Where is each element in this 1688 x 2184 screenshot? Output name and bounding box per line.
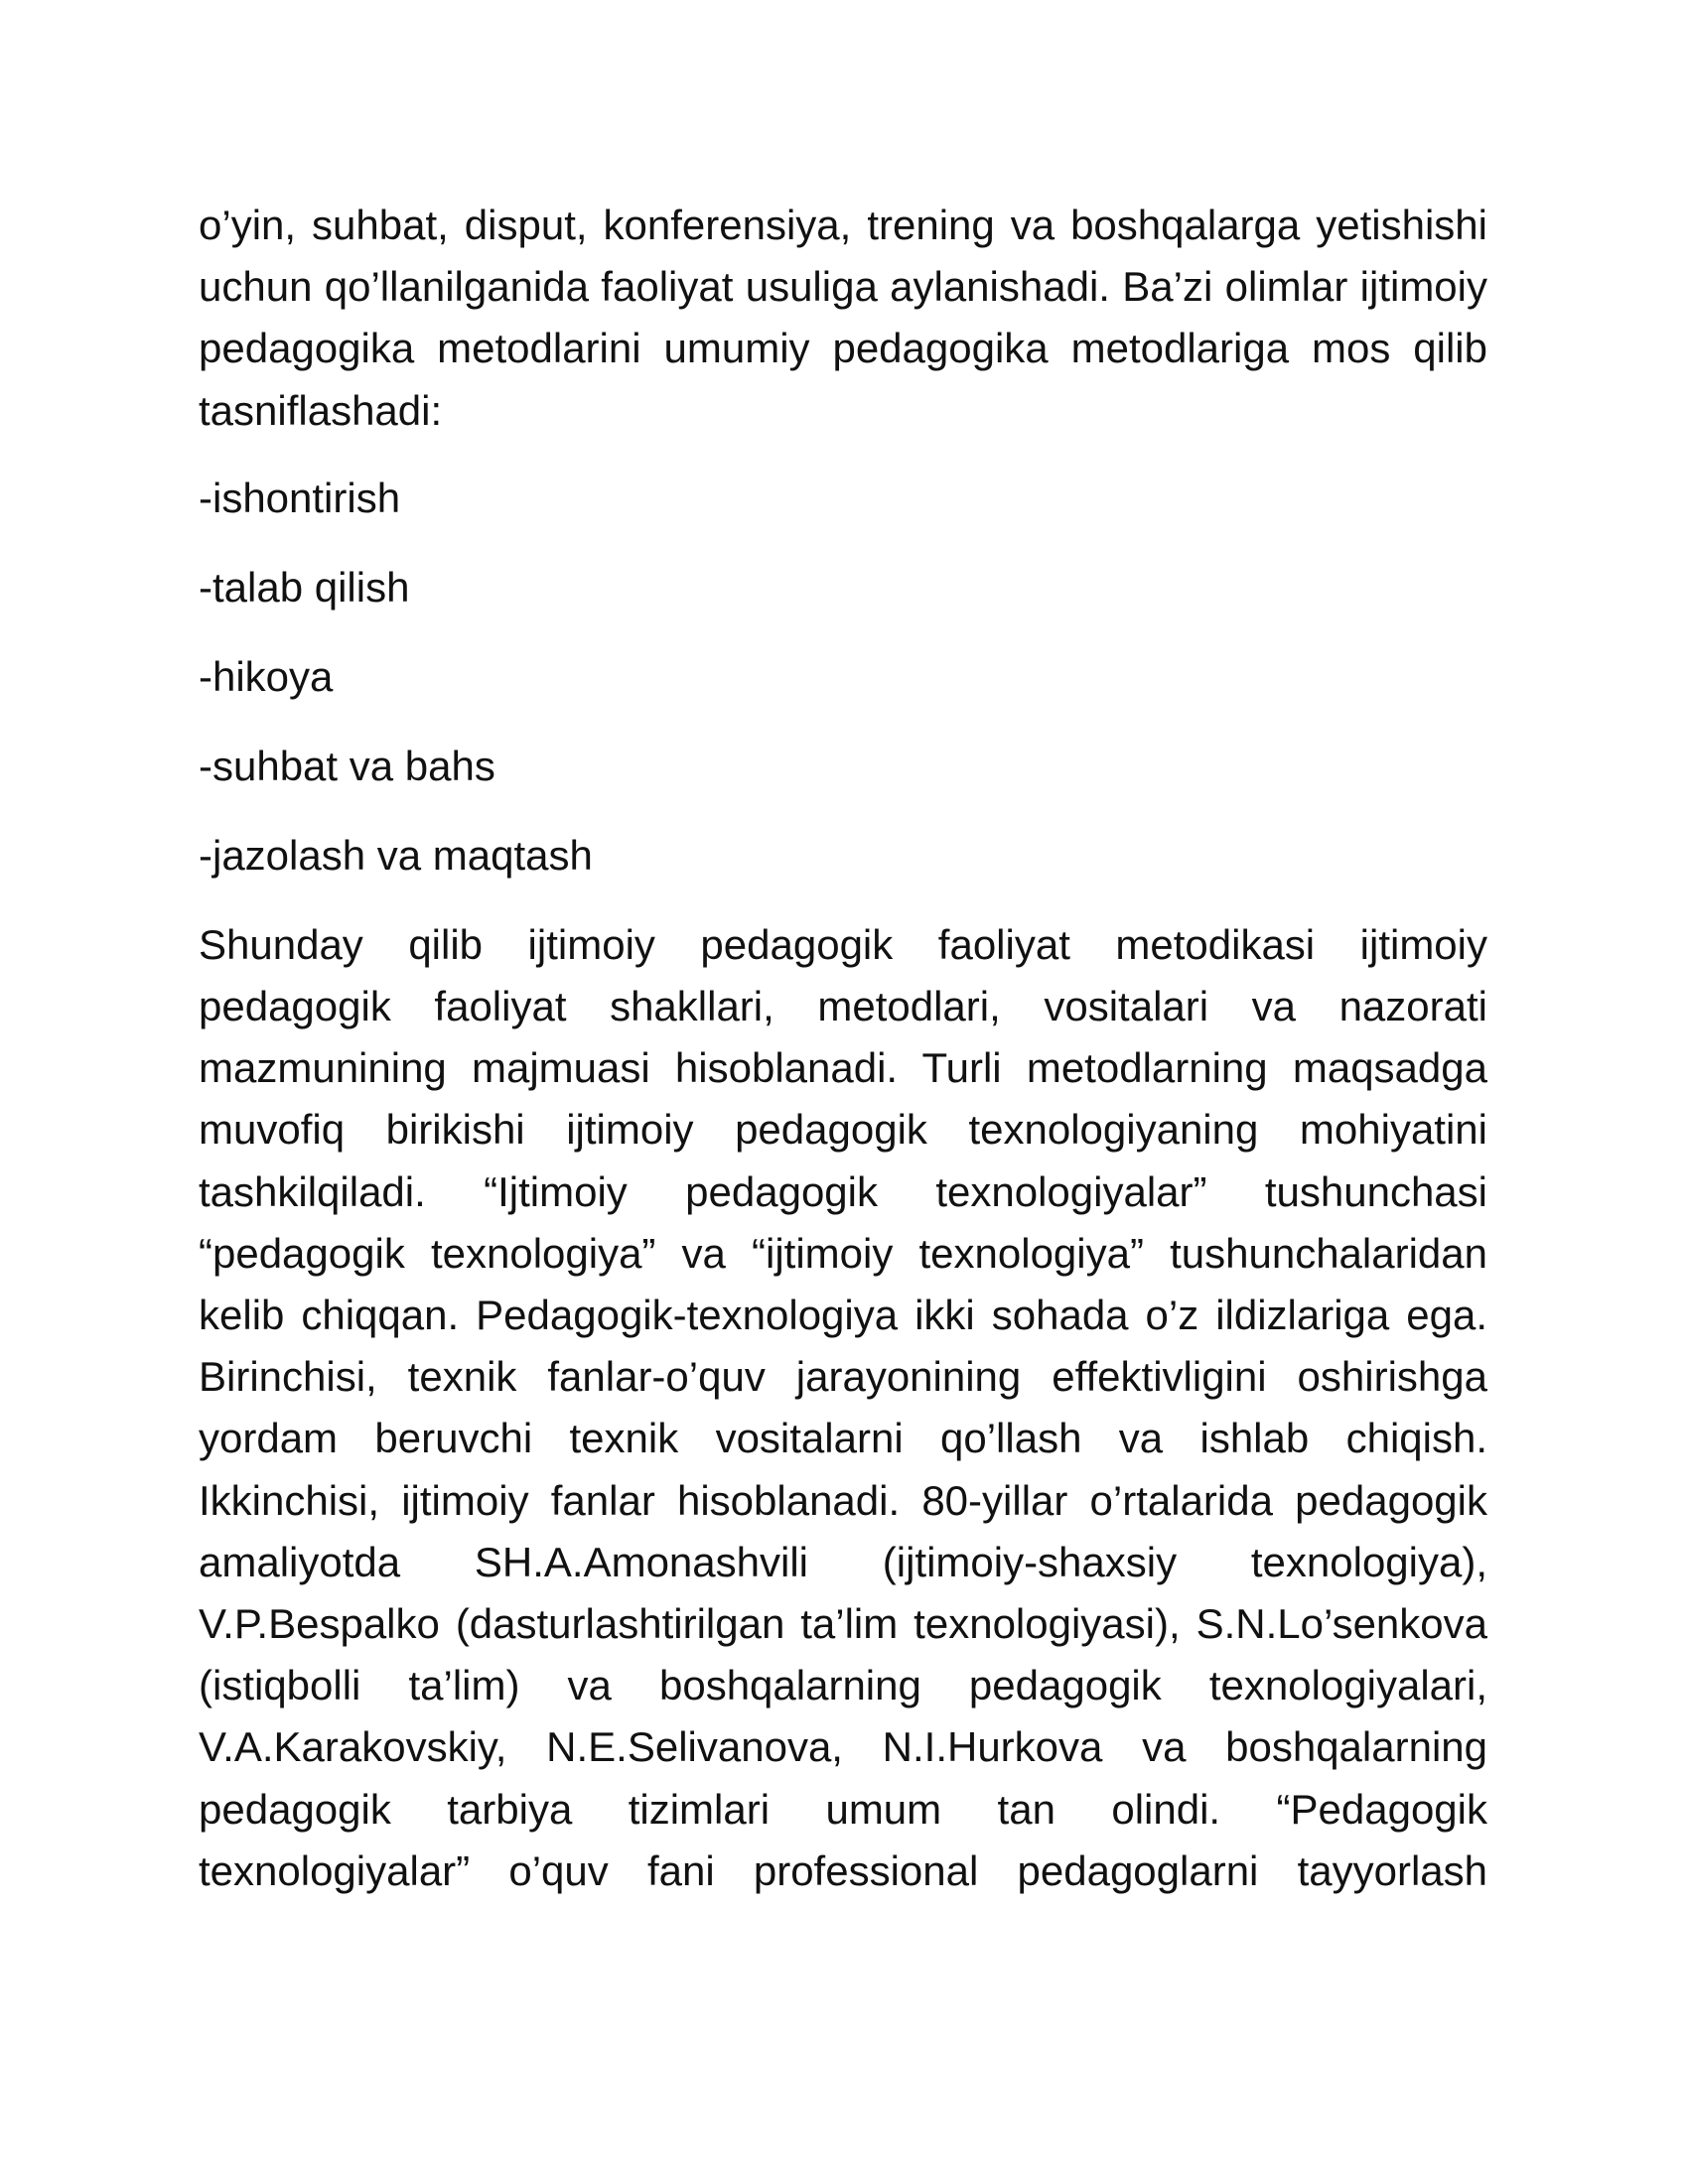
list-item: -suhbat va bahs [199, 742, 495, 789]
methods-list [199, 468, 1487, 887]
list-item: -talab qilish [199, 563, 410, 611]
list-item: -ishontirish [199, 474, 401, 521]
list-item: -hikoya [199, 652, 334, 700]
list-item: -jazolash va maqtash [199, 831, 593, 879]
document-page [199, 195, 1487, 1902]
intro-paragraph: o’yin, suhbat, disput, konferensiya, trening va boshqalarga yetishishi uchun qo’llanilganida faoliyat usuliga aylanishadi. Ba’zi olimlar ijtimoiy pedagogika metodlarini umumiy pedagogika metodlariga mos qilib tasniflashadi: [199, 202, 1487, 434]
main-paragraph: Shunday qilib ijtimoiy pedagogik faoliyat metodikasi ijtimoiy pedagogik faoliyat shakllari, metodlari, vositalari va nazorati mazmunining majmuasi hisoblanadi. Turli metodlarning maqsadga muvofiq birikishi ijtimoiy pedagogik texnologiyaning mohiyatini tashkilqiladi. “Ijtimoiy pedagogik texnologiyalar” tushunchasi “pedagogik texnologiya” va “ijtimoiy texnologiya” tushunchalaridan kelib chiqqan. Pedagogik-texnologiya ikki sohada o’z ildizlariga ega. Birinchisi, texnik fanlar-o’quv jarayonining effektivligini oshirishga yordam beruvchi texnik vositalarni qo’llash va ishlab chiqish. Ikkinchisi, ijtimoiy fanlar hisoblanadi. 80-yillar o’rtalarida pedagogik amaliyotda SH.A.Amonashvili (ijtimoiy-shaxsiy texnologiya), V.P.Bespalko (dasturlashtirilgan ta’lim texnologiyasi), S.N.Lo’senkova (istiqbolli ta’lim) va boshqalarning pedagogik texnologiyalari, V.A.Karakovskiy, N.E.Selivanova, N.I.Hurkova va boshqalarning pedagogik tarbiya tizimlari umum tan olindi. “Pedagogik texnologiyalar” o’quv fani professional pedagoglarni tayyorlash [199, 920, 1487, 1894]
